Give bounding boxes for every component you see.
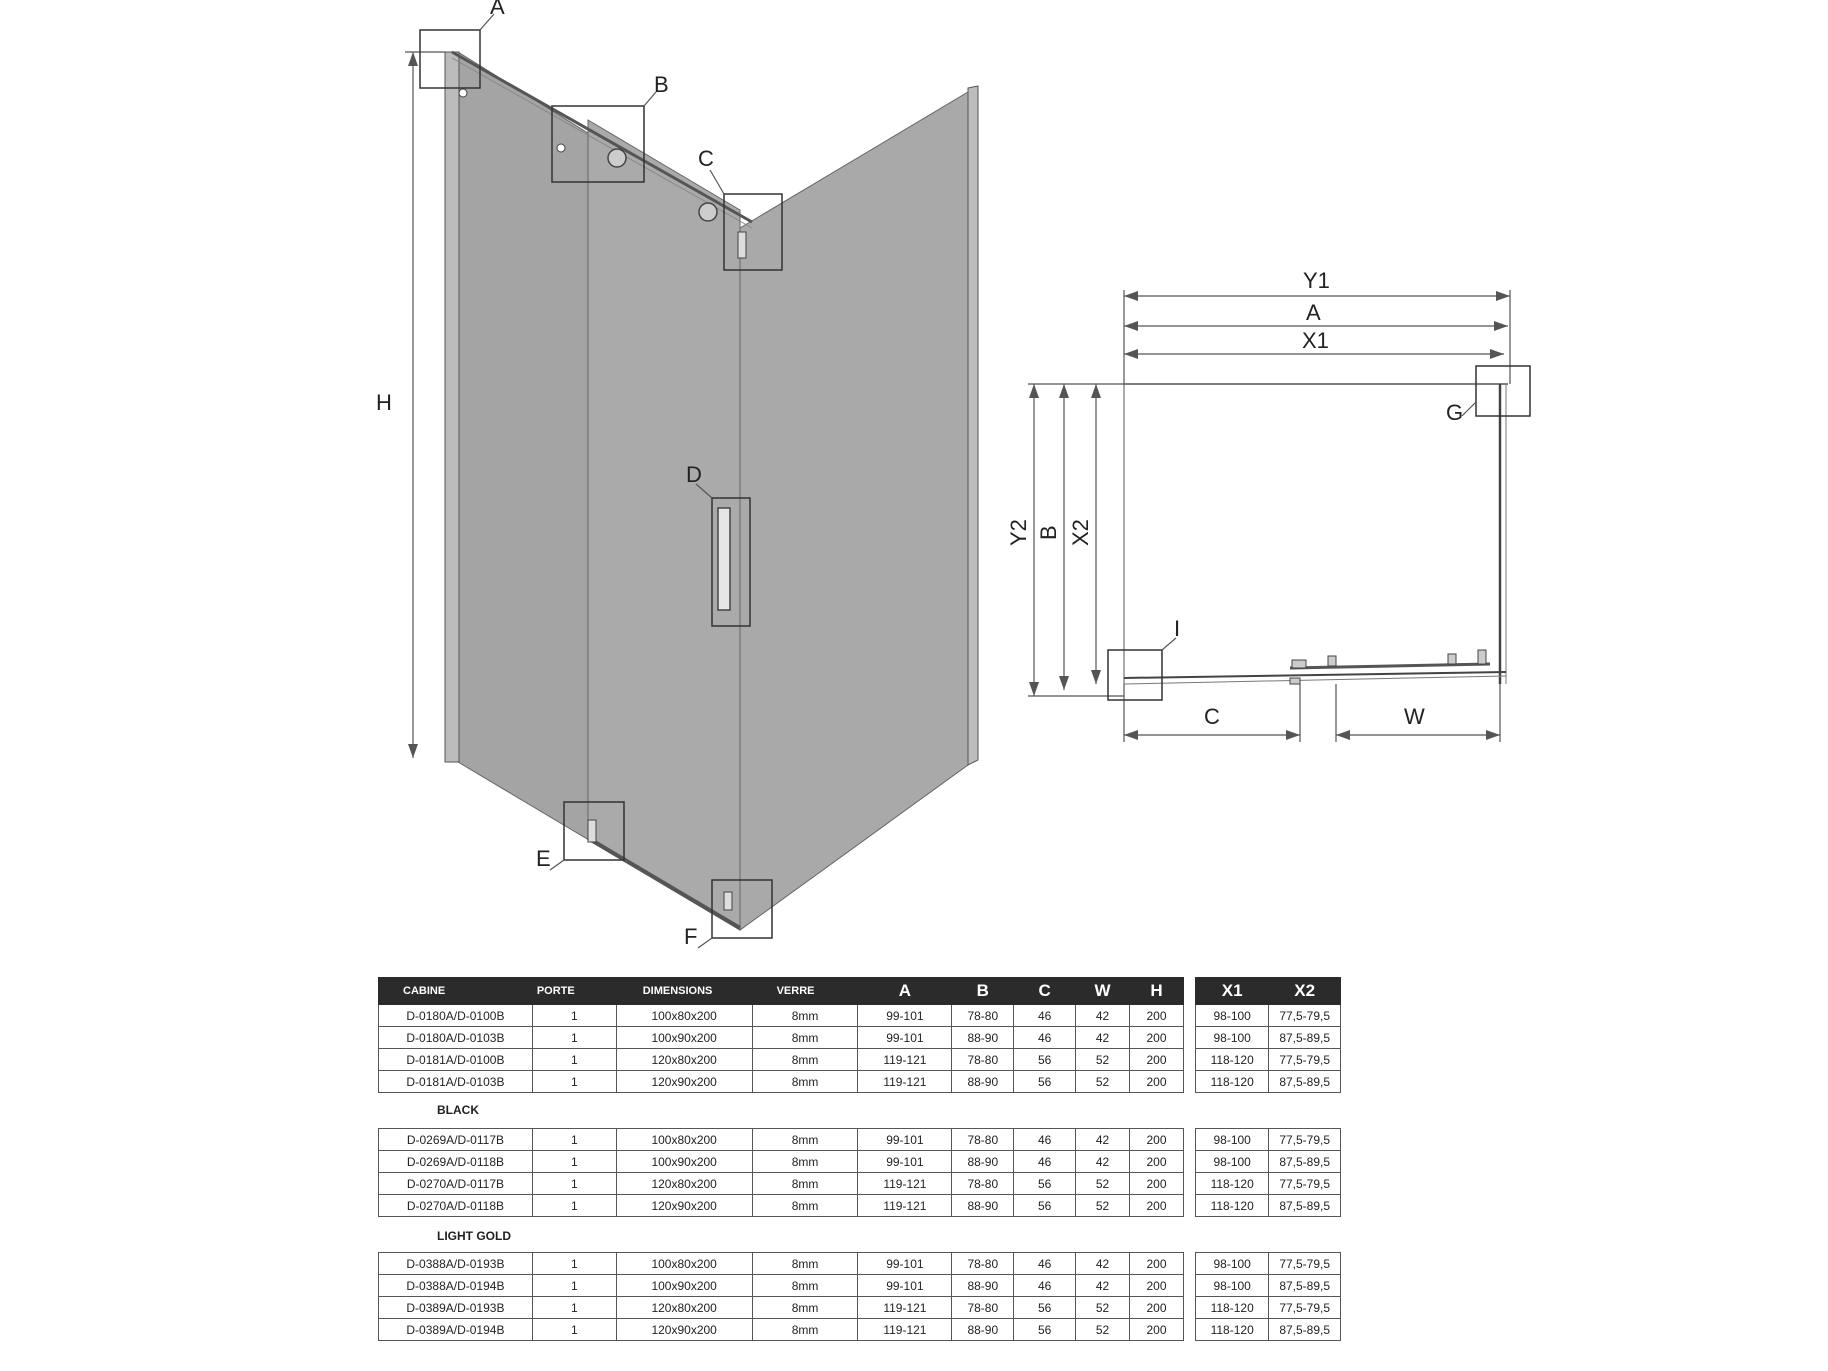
table-cell: 88-90 bbox=[952, 1151, 1014, 1173]
plan-label-y2: Y2 bbox=[1006, 519, 1031, 546]
table-cell: 120x90x200 bbox=[616, 1319, 752, 1341]
table-cell: D-0389A/D-0193B bbox=[379, 1297, 533, 1319]
plan-label-y1: Y1 bbox=[1303, 268, 1330, 293]
detail-box-i bbox=[1108, 650, 1162, 700]
table-cell: 119-121 bbox=[858, 1297, 952, 1319]
table-row bbox=[1196, 1071, 1341, 1093]
table-cell: 200 bbox=[1130, 1319, 1184, 1341]
table-cell: 8mm bbox=[752, 1319, 858, 1341]
table-cell: 8mm bbox=[752, 1173, 858, 1195]
table-cell: 119-121 bbox=[858, 1049, 952, 1071]
table-row bbox=[1196, 1195, 1341, 1217]
table-cell: 119-121 bbox=[858, 1071, 952, 1093]
table-cell: 56 bbox=[1014, 1071, 1076, 1093]
table-cell: 8mm bbox=[752, 1049, 858, 1071]
table-cell: D-0180A/D-0100B bbox=[379, 1005, 533, 1027]
table-cell: 46 bbox=[1014, 1151, 1076, 1173]
table-cell: 87,5-89,5 bbox=[1269, 1275, 1341, 1297]
table-cell: 1 bbox=[532, 1027, 616, 1049]
table-row bbox=[379, 1129, 1184, 1151]
plan-label-c: C bbox=[1204, 704, 1220, 729]
table-cell: 46 bbox=[1014, 1027, 1076, 1049]
table-cell: 200 bbox=[1130, 1173, 1184, 1195]
table-cell: 98-100 bbox=[1196, 1129, 1269, 1151]
table-cell: 99-101 bbox=[858, 1005, 952, 1027]
table-cell: 119-121 bbox=[858, 1319, 952, 1341]
plan-view bbox=[1006, 268, 1530, 742]
table-cell: 56 bbox=[1014, 1319, 1076, 1341]
table-cell: 118-120 bbox=[1196, 1071, 1269, 1093]
table-cell: 120x80x200 bbox=[616, 1173, 752, 1195]
table-cell: 1 bbox=[532, 1151, 616, 1173]
table-row bbox=[1196, 1005, 1341, 1027]
table-cell: 52 bbox=[1076, 1319, 1130, 1341]
table-cell: 98-100 bbox=[1196, 1253, 1269, 1275]
col-header-x2: X2 bbox=[1269, 978, 1341, 1005]
table-cell: 98-100 bbox=[1196, 1151, 1269, 1173]
table-cell: 1 bbox=[532, 1195, 616, 1217]
col-header-a: A bbox=[858, 978, 952, 1005]
table-cell: 77,5-79,5 bbox=[1269, 1173, 1341, 1195]
table-cell: 1 bbox=[532, 1297, 616, 1319]
table-cell: 200 bbox=[1130, 1071, 1184, 1093]
sliding-door-panel bbox=[588, 120, 740, 930]
group-spacer bbox=[1196, 1093, 1341, 1129]
table-cell: 52 bbox=[1076, 1297, 1130, 1319]
table-cell: 88-90 bbox=[952, 1071, 1014, 1093]
table-cell: 52 bbox=[1076, 1195, 1130, 1217]
table-cell: 87,5-89,5 bbox=[1269, 1195, 1341, 1217]
roller-top-right bbox=[699, 203, 717, 221]
table-cell: 118-120 bbox=[1196, 1195, 1269, 1217]
table-cell: 8mm bbox=[752, 1071, 858, 1093]
table-cell: 1 bbox=[532, 1275, 616, 1297]
wall-profile-left bbox=[445, 52, 459, 762]
table-cell: D-0270A/D-0117B bbox=[379, 1173, 533, 1195]
table-cell: 88-90 bbox=[952, 1195, 1014, 1217]
callout-g: G bbox=[1446, 400, 1464, 425]
table-cell: 78-80 bbox=[952, 1129, 1014, 1151]
plan-label-x1: X1 bbox=[1302, 328, 1329, 353]
table-cell: D-0269A/D-0117B bbox=[379, 1129, 533, 1151]
col-header-h: H bbox=[1130, 978, 1184, 1005]
table-cell: 8mm bbox=[752, 1129, 858, 1151]
table-row bbox=[379, 1027, 1184, 1049]
table-cell: 120x90x200 bbox=[616, 1071, 752, 1093]
table-cell: 8mm bbox=[752, 1151, 858, 1173]
col-header-x1: X1 bbox=[1196, 978, 1269, 1005]
table-cell: 200 bbox=[1130, 1049, 1184, 1071]
table-cell: 118-120 bbox=[1196, 1297, 1269, 1319]
table-cell: 118-120 bbox=[1196, 1319, 1269, 1341]
table-cell: 200 bbox=[1130, 1275, 1184, 1297]
table-cell: 42 bbox=[1076, 1275, 1130, 1297]
table-cell: 1 bbox=[532, 1319, 616, 1341]
table-cell: 200 bbox=[1130, 1005, 1184, 1027]
wall-profile-right bbox=[968, 86, 978, 765]
col-header-porte: PORTE bbox=[532, 978, 616, 1005]
table-cell: 42 bbox=[1076, 1253, 1130, 1275]
table-cell: 78-80 bbox=[952, 1049, 1014, 1071]
spec-table-main bbox=[378, 977, 1184, 1341]
table-cell: 118-120 bbox=[1196, 1173, 1269, 1195]
table-cell: 52 bbox=[1076, 1173, 1130, 1195]
table-cell: 1 bbox=[532, 1049, 616, 1071]
table-cell: 100x90x200 bbox=[616, 1275, 752, 1297]
table-cell: 87,5-89,5 bbox=[1269, 1071, 1341, 1093]
table-cell: 88-90 bbox=[952, 1027, 1014, 1049]
table-row bbox=[379, 1253, 1184, 1275]
table-cell: 120x80x200 bbox=[616, 1297, 752, 1319]
table-cell: 8mm bbox=[752, 1297, 858, 1319]
table-cell: 78-80 bbox=[952, 1253, 1014, 1275]
cabin-isometric bbox=[376, 0, 978, 949]
callout-a: A bbox=[490, 0, 505, 19]
callout-f: F bbox=[684, 924, 698, 949]
table-row bbox=[379, 1297, 1184, 1319]
table-cell: 99-101 bbox=[858, 1275, 952, 1297]
table-cell: 42 bbox=[1076, 1005, 1130, 1027]
col-header-w: W bbox=[1076, 978, 1130, 1005]
section-label-light-gold: LIGHT GOLD bbox=[437, 1229, 511, 1243]
table-cell: 98-100 bbox=[1196, 1027, 1269, 1049]
section-label-black: BLACK bbox=[437, 1103, 479, 1117]
table-cell: 99-101 bbox=[858, 1027, 952, 1049]
table-cell: 56 bbox=[1014, 1195, 1076, 1217]
table-cell: 77,5-79,5 bbox=[1269, 1253, 1341, 1275]
table-cell: 42 bbox=[1076, 1027, 1130, 1049]
table-cell: 99-101 bbox=[858, 1151, 952, 1173]
callout-d: D bbox=[686, 462, 702, 487]
table-cell: 87,5-89,5 bbox=[1269, 1027, 1341, 1049]
table-header-row bbox=[379, 978, 1184, 1005]
table-row bbox=[379, 1049, 1184, 1071]
table-cell: 1 bbox=[532, 1253, 616, 1275]
table-cell: 200 bbox=[1130, 1129, 1184, 1151]
table-cell: 42 bbox=[1076, 1151, 1130, 1173]
plan-label-x2: X2 bbox=[1068, 519, 1093, 546]
table-cell: 52 bbox=[1076, 1071, 1130, 1093]
table-cell: 46 bbox=[1014, 1129, 1076, 1151]
table-cell: 1 bbox=[532, 1173, 616, 1195]
table-cell: 99-101 bbox=[858, 1253, 952, 1275]
table-cell: 87,5-89,5 bbox=[1269, 1151, 1341, 1173]
table-cell: D-0389A/D-0194B bbox=[379, 1319, 533, 1341]
table-row bbox=[1196, 1275, 1341, 1297]
table-cell: 100x90x200 bbox=[616, 1027, 752, 1049]
table-cell: 119-121 bbox=[858, 1195, 952, 1217]
table-cell: 98-100 bbox=[1196, 1005, 1269, 1027]
callout-c: C bbox=[698, 146, 714, 171]
col-header-cabine: CABINE bbox=[379, 978, 533, 1005]
table-row bbox=[379, 1151, 1184, 1173]
plan-label-b: B bbox=[1036, 525, 1061, 540]
table-row bbox=[1196, 1319, 1341, 1341]
table-row bbox=[1196, 1151, 1341, 1173]
table-cell: 88-90 bbox=[952, 1319, 1014, 1341]
table-row bbox=[1196, 1027, 1341, 1049]
table-cell: 46 bbox=[1014, 1005, 1076, 1027]
col-header-verre: VERRE bbox=[752, 978, 858, 1005]
table-cell: 56 bbox=[1014, 1049, 1076, 1071]
table-cell: 56 bbox=[1014, 1173, 1076, 1195]
table-cell: 100x90x200 bbox=[616, 1151, 752, 1173]
door-handle bbox=[718, 508, 730, 610]
callout-h: H bbox=[376, 390, 392, 415]
table-row bbox=[379, 1173, 1184, 1195]
table-cell: 46 bbox=[1014, 1253, 1076, 1275]
table-cell: D-0181A/D-0103B bbox=[379, 1071, 533, 1093]
table-cell: 1 bbox=[532, 1071, 616, 1093]
table-row bbox=[379, 1319, 1184, 1341]
table-row bbox=[379, 1195, 1184, 1217]
callout-i: I bbox=[1174, 616, 1181, 641]
table-cell: 77,5-79,5 bbox=[1269, 1129, 1341, 1151]
table-cell: 77,5-79,5 bbox=[1269, 1049, 1341, 1071]
table-cell: 119-121 bbox=[858, 1173, 952, 1195]
col-header-c: C bbox=[1014, 978, 1076, 1005]
table-cell: 200 bbox=[1130, 1297, 1184, 1319]
callout-e: E bbox=[536, 846, 551, 871]
table-cell: 8mm bbox=[752, 1253, 858, 1275]
callout-b: B bbox=[654, 72, 669, 97]
table-cell: 118-120 bbox=[1196, 1049, 1269, 1071]
table-cell: 78-80 bbox=[952, 1173, 1014, 1195]
plan-label-w: W bbox=[1404, 704, 1425, 729]
table-row bbox=[379, 1275, 1184, 1297]
side-glass-panel bbox=[740, 92, 968, 930]
table-cell: 120x80x200 bbox=[616, 1049, 752, 1071]
table-cell: 42 bbox=[1076, 1129, 1130, 1151]
detail-box-g bbox=[1476, 366, 1530, 416]
table-cell: D-0181A/D-0100B bbox=[379, 1049, 533, 1071]
table-cell: 200 bbox=[1130, 1195, 1184, 1217]
table-cell: 8mm bbox=[752, 1005, 858, 1027]
table-row bbox=[379, 1005, 1184, 1027]
table-cell: 46 bbox=[1014, 1275, 1076, 1297]
table-cell: 78-80 bbox=[952, 1297, 1014, 1319]
table-cell: 77,5-79,5 bbox=[1269, 1005, 1341, 1027]
table-cell: 77,5-79,5 bbox=[1269, 1297, 1341, 1319]
table-cell: 200 bbox=[1130, 1151, 1184, 1173]
table-cell: 100x80x200 bbox=[616, 1129, 752, 1151]
table-cell: 100x80x200 bbox=[616, 1253, 752, 1275]
table-cell: D-0269A/D-0118B bbox=[379, 1151, 533, 1173]
table-cell: D-0270A/D-0118B bbox=[379, 1195, 533, 1217]
table-cell: 98-100 bbox=[1196, 1275, 1269, 1297]
table-cell: 200 bbox=[1130, 1253, 1184, 1275]
table-row bbox=[1196, 1129, 1341, 1151]
table-cell: D-0388A/D-0193B bbox=[379, 1253, 533, 1275]
table-cell: 8mm bbox=[752, 1195, 858, 1217]
table-cell: 88-90 bbox=[952, 1275, 1014, 1297]
table-row bbox=[1196, 1297, 1341, 1319]
table-row bbox=[379, 1071, 1184, 1093]
table-cell: 56 bbox=[1014, 1297, 1076, 1319]
group-spacer bbox=[379, 1093, 1184, 1129]
col-header-dimensions: DIMENSIONS bbox=[616, 978, 752, 1005]
table-row bbox=[1196, 1049, 1341, 1071]
table-cell: D-0388A/D-0194B bbox=[379, 1275, 533, 1297]
table-row bbox=[1196, 1173, 1341, 1195]
table-cell: 8mm bbox=[752, 1275, 858, 1297]
table-cell: 99-101 bbox=[858, 1129, 952, 1151]
table-cell: 120x90x200 bbox=[616, 1195, 752, 1217]
table-header-row-x bbox=[1196, 978, 1341, 1005]
table-row bbox=[1196, 1253, 1341, 1275]
table-cell: 1 bbox=[532, 1005, 616, 1027]
group-spacer bbox=[1196, 1217, 1341, 1253]
table-cell: 100x80x200 bbox=[616, 1005, 752, 1027]
spec-table-x bbox=[1195, 977, 1341, 1341]
plan-label-a: A bbox=[1306, 300, 1321, 325]
table-cell: 52 bbox=[1076, 1049, 1130, 1071]
table-cell: 1 bbox=[532, 1129, 616, 1151]
table-cell: 87,5-89,5 bbox=[1269, 1319, 1341, 1341]
roller-top-left bbox=[608, 149, 626, 167]
table-cell: D-0180A/D-0103B bbox=[379, 1027, 533, 1049]
table-cell: 78-80 bbox=[952, 1005, 1014, 1027]
table-cell: 8mm bbox=[752, 1027, 858, 1049]
col-header-b: B bbox=[952, 978, 1014, 1005]
table-cell: 200 bbox=[1130, 1027, 1184, 1049]
